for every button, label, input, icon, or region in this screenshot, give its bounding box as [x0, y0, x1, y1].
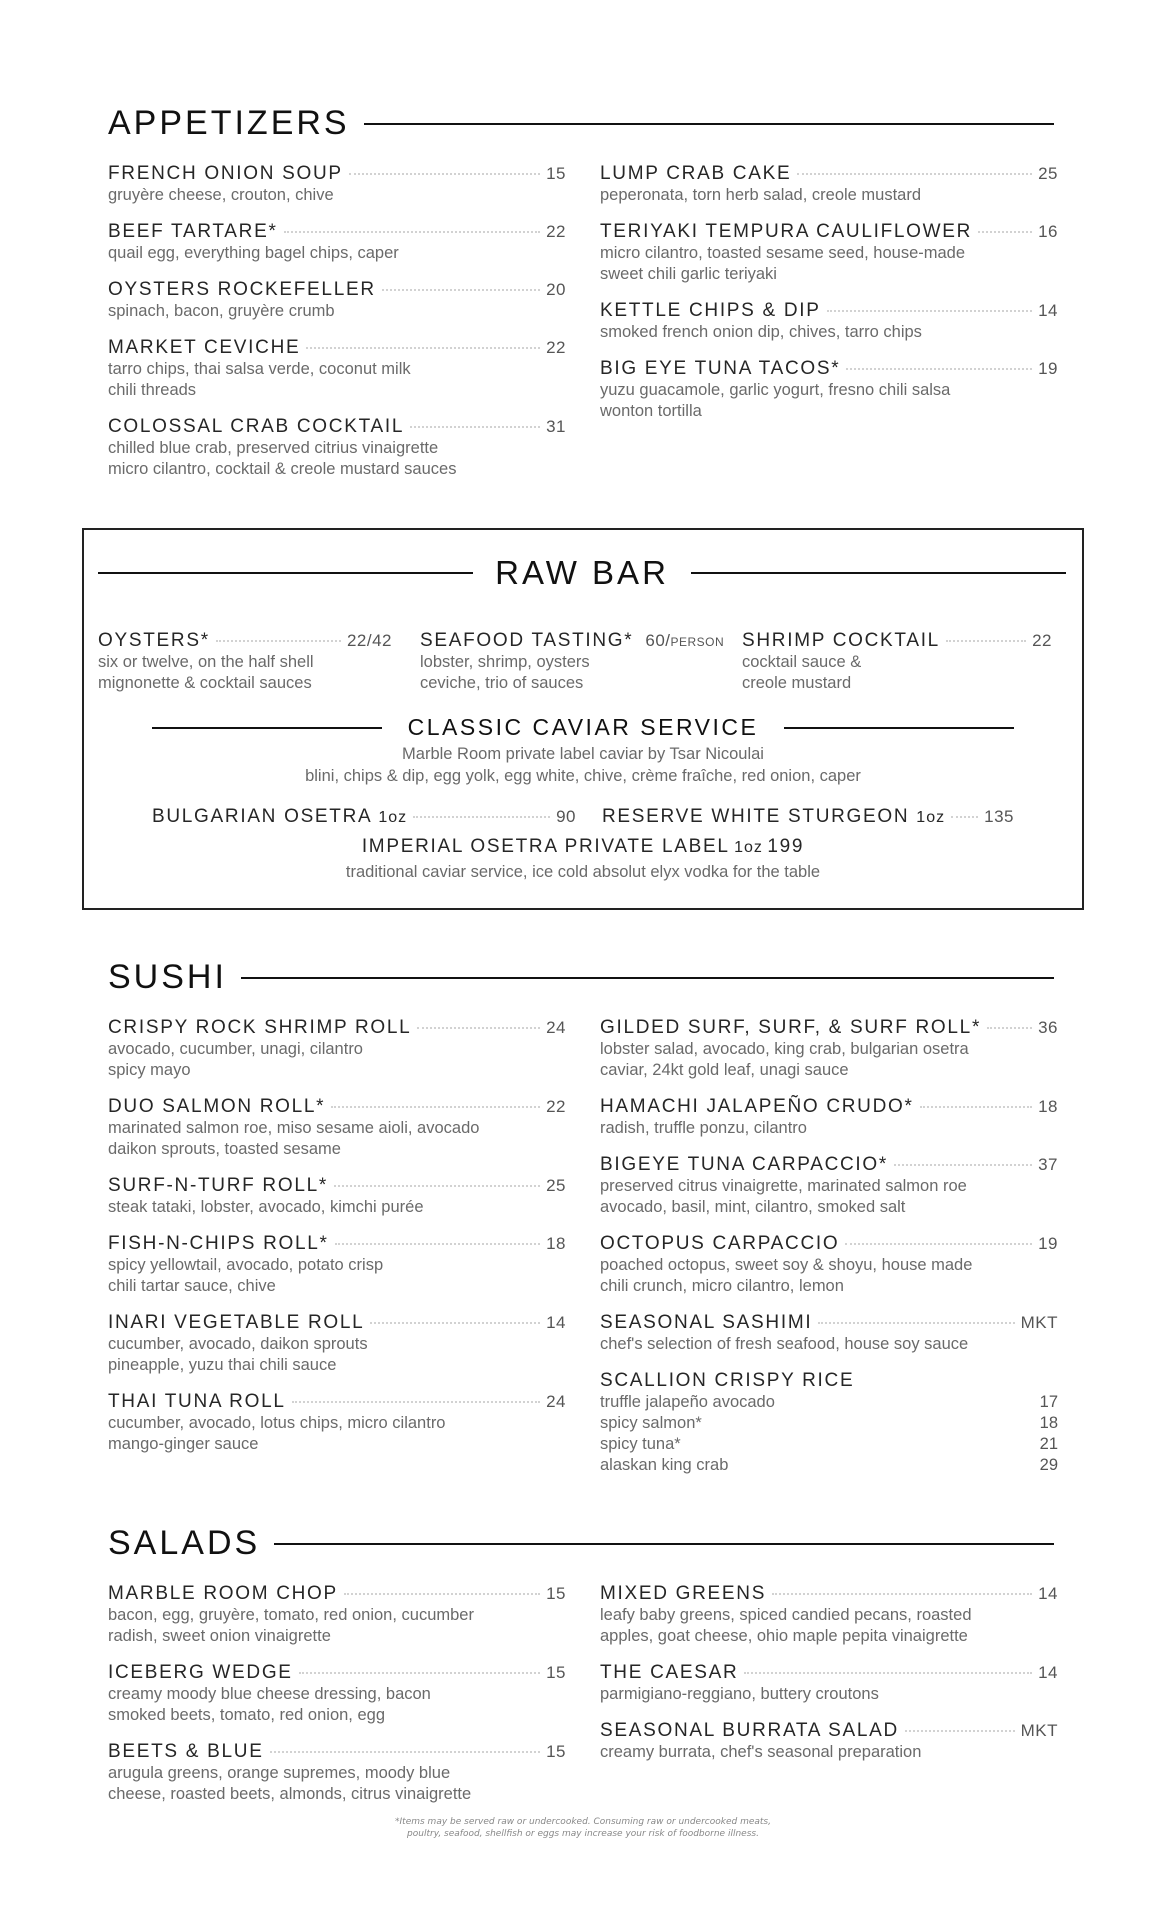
item-description: peperonata, torn herb salad, creole mustard — [600, 186, 922, 204]
dot-leader — [216, 640, 341, 642]
item-price: MKT — [1020, 1313, 1058, 1332]
item-price: 37 — [1038, 1155, 1058, 1174]
item-price: 22 — [546, 1097, 566, 1116]
item-header — [108, 279, 566, 301]
raw-bar-header — [98, 554, 1066, 592]
divider — [274, 1543, 1054, 1545]
item-header — [600, 1096, 1058, 1118]
dot-leader — [370, 1322, 540, 1324]
item-description: spicy yellowtail, avocado, potato crisp — [108, 1256, 384, 1274]
item-price: 16 — [1038, 222, 1058, 241]
menu-item — [108, 1096, 566, 1160]
item-header — [108, 1391, 566, 1413]
item-description: tarro chips, thai salsa verde, coconut milk — [108, 360, 411, 378]
dot-leader — [920, 1106, 1032, 1108]
raw-bar-item — [98, 630, 392, 694]
dot-leader — [845, 1243, 1032, 1245]
item-name: SHRIMP COCKTAIL — [742, 630, 940, 651]
menu-item — [600, 1096, 1058, 1139]
dot-leader — [818, 1322, 1014, 1324]
caviar-option — [602, 806, 1014, 828]
dot-leader — [978, 231, 1032, 233]
item-description: six or twelve, on the half shell — [98, 653, 314, 671]
item-description: chef's selection of fresh seafood, house soy sauce — [600, 1335, 969, 1353]
caviar-size: 1oz — [378, 809, 408, 826]
item-name: FRENCH ONION SOUP — [108, 163, 343, 184]
item-price: 18 — [1038, 1097, 1058, 1116]
item-name: INARI VEGETABLE ROLL — [108, 1312, 365, 1333]
dot-leader — [334, 1185, 540, 1187]
dot-leader — [299, 1672, 540, 1674]
dot-leader — [331, 1106, 540, 1108]
item-description: avocado, cucumber, unagi, cilantro — [108, 1040, 363, 1058]
item-description: arugula greens, orange supremes, moody blue — [108, 1764, 451, 1782]
menu-item — [108, 1233, 566, 1297]
item-price: 20 — [546, 280, 566, 299]
item-description: wonton tortilla — [600, 402, 702, 420]
item-description: lobster salad, avocado, king crab, bulgarian osetra — [600, 1040, 969, 1058]
dot-leader — [744, 1672, 1032, 1674]
item-description: mango-ginger sauce — [108, 1435, 259, 1453]
divider — [784, 727, 1014, 729]
item-description: creamy moody blue cheese dressing, bacon — [108, 1685, 431, 1703]
item-description: lobster, shrimp, oysters — [420, 653, 590, 671]
dot-leader — [846, 368, 1032, 370]
item-description: marinated salmon roe, miso sesame aioli, avocado — [108, 1119, 480, 1137]
item-description: poached octopus, sweet soy & shoyu, house made — [600, 1256, 973, 1274]
menu-item — [108, 163, 566, 206]
salads-header — [108, 1524, 1054, 1563]
item-description: spinach, bacon, gruyère crumb — [108, 302, 335, 320]
item-price: 14 — [1038, 1663, 1058, 1682]
menu-item — [600, 1017, 1058, 1081]
menu-item — [600, 1662, 1058, 1705]
item-description: apples, goat cheese, ohio maple pepita vinaigrette — [600, 1627, 968, 1645]
option-label: spicy salmon* — [600, 1414, 702, 1432]
caviar-size: 1oz — [916, 809, 946, 826]
item-description: sweet chili garlic teriyaki — [600, 265, 777, 283]
item-name: SEASONAL SASHIMI — [600, 1312, 813, 1333]
item-price: 24 — [546, 1018, 566, 1037]
option-label: truffle jalapeño avocado — [600, 1393, 775, 1411]
item-name: BIG EYE TUNA TACOS* — [600, 358, 841, 379]
item-name: LUMP CRAB CAKE — [600, 163, 792, 184]
option-label: spicy tuna* — [600, 1435, 681, 1453]
item-description: ceviche, trio of sauces — [420, 674, 584, 692]
section-title: SUSHI — [108, 958, 227, 996]
item-name — [602, 806, 945, 828]
imperial-osetra — [84, 836, 1082, 858]
sushi-right-column — [600, 1017, 1058, 1491]
item-name: OYSTERS* — [98, 630, 210, 651]
item-name: MARBLE ROOM CHOP — [108, 1583, 338, 1604]
menu-item — [108, 337, 566, 401]
dot-leader — [987, 1027, 1032, 1029]
menu-item — [108, 221, 566, 264]
item-name: SEAFOOD TASTING* — [420, 630, 634, 651]
item-description: cucumber, avocado, lotus chips, micro cilantro — [108, 1414, 446, 1432]
item-name: BIGEYE TUNA CARPACCIO* — [600, 1154, 888, 1175]
item-name: THAI TUNA ROLL — [108, 1391, 286, 1412]
option-price: 17 — [1039, 1393, 1058, 1411]
item-header — [108, 337, 566, 359]
item-price: 15 — [546, 1742, 566, 1761]
footnote-line: poultry, seafood, shellfish or eggs may increase your risk of foodborne illness. — [407, 1829, 759, 1839]
caviar-header — [152, 714, 1014, 741]
item-description: smoked french onion dip, chives, tarro chips — [600, 323, 922, 341]
caviar-size: 1oz — [734, 839, 763, 856]
item-name: KETTLE CHIPS & DIP — [600, 300, 821, 321]
item-description: chili crunch, micro cilantro, lemon — [600, 1277, 844, 1295]
item-name: SURF-N-TURF ROLL* — [108, 1175, 328, 1196]
item-description: pineapple, yuzu thai chili sauce — [108, 1356, 337, 1374]
option-label: alaskan king crab — [600, 1456, 729, 1474]
item-name — [152, 806, 407, 828]
rice-option — [600, 1455, 1058, 1476]
item-header — [600, 163, 1058, 185]
item-description: mignonette & cocktail sauces — [98, 674, 312, 692]
item-header — [600, 221, 1058, 243]
dot-leader — [905, 1730, 1015, 1732]
item-name: SEASONAL BURRATA SALAD — [600, 1720, 899, 1741]
item-description: spicy mayo — [108, 1061, 191, 1079]
menu-item — [108, 1741, 566, 1805]
dot-leader — [382, 289, 540, 291]
item-price: 15 — [546, 1584, 566, 1603]
item-name: MARKET CEVICHE — [108, 337, 301, 358]
dot-leader — [946, 640, 1026, 642]
item-header — [108, 416, 566, 438]
item-name: FISH-N-CHIPS ROLL* — [108, 1233, 329, 1254]
item-price: 22 — [546, 338, 566, 357]
item-name: BEETS & BLUE — [108, 1741, 264, 1762]
item-description: creole mustard — [742, 674, 852, 692]
menu-item — [600, 1370, 1058, 1476]
item-name: CRISPY ROCK SHRIMP ROLL — [108, 1017, 412, 1038]
item-price: 31 — [546, 417, 566, 436]
rice-option — [600, 1413, 1058, 1434]
divider — [152, 727, 382, 729]
item-price: 14 — [1038, 301, 1058, 320]
sushi-left-column — [108, 1017, 566, 1470]
section-title: SALADS — [108, 1524, 261, 1562]
caviar-line-1: Marble Room private label caviar by Tsar Nicoulai — [402, 745, 764, 763]
item-header — [600, 1662, 1058, 1684]
menu-item — [108, 1583, 566, 1647]
item-header — [600, 1720, 1058, 1742]
footnote-line: *Items may be served raw or undercooked. Consuming raw or undercooked meats, — [395, 1817, 771, 1827]
appetizers-right-column — [600, 163, 1058, 437]
item-description: gruyère cheese, crouton, chive — [108, 186, 334, 204]
divider — [241, 977, 1054, 979]
menu-item — [600, 1154, 1058, 1218]
menu-item — [600, 163, 1058, 206]
item-price: 15 — [546, 1663, 566, 1682]
dot-leader — [951, 816, 978, 818]
item-header — [600, 1233, 1058, 1255]
item-price: 25 — [1038, 164, 1058, 183]
item-header — [600, 300, 1058, 322]
item-header — [108, 1175, 566, 1197]
item-name: DUO SALMON ROLL* — [108, 1096, 326, 1117]
rice-option — [600, 1392, 1058, 1413]
price-value: 60/ — [645, 631, 671, 650]
item-header — [600, 1312, 1058, 1334]
item-description: radish, sweet onion vinaigrette — [108, 1627, 331, 1645]
dot-leader — [772, 1593, 1032, 1595]
item-header — [108, 221, 566, 243]
item-description: micro cilantro, toasted sesame seed, house-made — [600, 244, 966, 262]
caviar-note: traditional caviar service, ice cold absolut elyx vodka for the table — [345, 863, 821, 881]
dot-leader — [413, 816, 550, 818]
item-name: COLOSSAL CRAB COCKTAIL — [108, 416, 405, 437]
dot-leader — [270, 1751, 541, 1753]
item-header — [108, 1583, 566, 1605]
dot-leader — [349, 173, 540, 175]
menu-item — [108, 416, 566, 480]
item-price: 22/42 — [346, 631, 392, 650]
raw-bar-box — [82, 528, 1084, 910]
item-header — [108, 1017, 566, 1039]
item-description: creamy burrata, chef's seasonal preparation — [600, 1743, 922, 1761]
item-price: 135 — [984, 807, 1014, 826]
dot-leader — [284, 231, 541, 233]
item-name: TERIYAKI TEMPURA CAULIFLOWER — [600, 221, 973, 242]
item-description: steak tataki, lobster, avocado, kimchi purée — [108, 1198, 424, 1216]
item-description: parmigiano-reggiano, buttery croutons — [600, 1685, 879, 1703]
option-price: 21 — [1039, 1435, 1058, 1453]
dot-leader — [292, 1401, 540, 1403]
item-description: radish, truffle ponzu, cilantro — [600, 1119, 807, 1137]
appetizers-left-column — [108, 163, 566, 495]
menu-item — [108, 1017, 566, 1081]
item-header — [600, 1370, 1058, 1392]
item-name: SCALLION CRISPY RICE — [600, 1370, 855, 1391]
menu-item — [600, 358, 1058, 422]
dot-leader — [894, 1164, 1032, 1166]
dot-leader — [410, 426, 540, 428]
caviar-name: BULGARIAN OSETRA — [152, 806, 372, 827]
dot-leader — [335, 1243, 540, 1245]
section-title: RAW BAR — [495, 554, 669, 591]
item-header — [108, 1741, 566, 1763]
item-price: 199 — [767, 836, 805, 857]
section-title: APPETIZERS — [108, 104, 350, 142]
item-price: 36 — [1038, 1018, 1058, 1037]
divider — [364, 123, 1054, 125]
item-description: micro cilantro, cocktail & creole mustard sauces — [108, 460, 457, 478]
menu-item — [108, 1662, 566, 1726]
caviar-line-2: blini, chips & dip, egg yolk, egg white, chive, crème fraîche, red onion, caper — [305, 767, 861, 785]
menu-item — [600, 1233, 1058, 1297]
divider — [98, 572, 473, 574]
item-description: bacon, egg, gruyère, tomato, red onion, cucumber — [108, 1606, 474, 1624]
menu-item — [108, 279, 566, 322]
item-name: MIXED GREENS — [600, 1583, 767, 1604]
menu-item — [108, 1391, 566, 1455]
item-name: GILDED SURF, SURF, & SURF ROLL* — [600, 1017, 982, 1038]
menu-item — [600, 1312, 1058, 1355]
item-header — [108, 163, 566, 185]
item-price: 22 — [546, 222, 566, 241]
item-header — [600, 1017, 1058, 1039]
item-name: BEEF TARTARE* — [108, 221, 278, 242]
item-price — [645, 631, 724, 651]
item-description: preserved citrus vinaigrette, marinated salmon roe — [600, 1177, 967, 1195]
item-description: chili tartar sauce, chive — [108, 1277, 276, 1295]
item-price: 24 — [546, 1392, 566, 1411]
item-header — [600, 358, 1058, 380]
caviar-option — [152, 806, 576, 828]
item-name: HAMACHI JALAPEÑO CRUDO* — [600, 1096, 914, 1117]
divider — [691, 572, 1066, 574]
item-description: cucumber, avocado, daikon sprouts — [108, 1335, 368, 1353]
item-price: 15 — [546, 164, 566, 183]
item-description: avocado, basil, mint, cilantro, smoked salt — [600, 1198, 906, 1216]
item-name: OCTOPUS CARPACCIO — [600, 1233, 840, 1254]
item-description: caviar, 24kt gold leaf, unagi sauce — [600, 1061, 849, 1079]
sushi-header — [108, 958, 1054, 997]
item-header — [600, 1154, 1058, 1176]
item-name: OYSTERS ROCKEFELLER — [108, 279, 376, 300]
item-description: chili threads — [108, 381, 197, 399]
raw-bar-item — [420, 630, 724, 694]
rice-option — [600, 1434, 1058, 1455]
salads-left-column — [108, 1583, 566, 1820]
option-price: 29 — [1039, 1456, 1058, 1474]
dot-leader — [306, 347, 540, 349]
item-name: IMPERIAL OSETRA PRIVATE LABEL — [361, 836, 730, 857]
dot-leader — [827, 310, 1032, 312]
item-description: yuzu guacamole, garlic yogurt, fresno chili salsa — [600, 381, 951, 399]
caviar-name: RESERVE WHITE STURGEON — [602, 806, 910, 827]
item-header — [108, 1312, 566, 1334]
menu-item — [108, 1175, 566, 1218]
item-price: 18 — [546, 1234, 566, 1253]
item-price: 14 — [546, 1313, 566, 1332]
price-unit: PERSON — [670, 635, 725, 649]
item-price: 19 — [1038, 1234, 1058, 1253]
item-description: chilled blue crab, preserved citrius vinaigrette — [108, 439, 439, 457]
item-price: 22 — [1032, 631, 1052, 650]
appetizers-header — [108, 104, 1054, 143]
raw-bar-item — [742, 630, 1052, 694]
item-description: smoked beets, tomato, red onion, egg — [108, 1706, 386, 1724]
item-description: cocktail sauce & — [742, 653, 862, 671]
item-header — [108, 1096, 566, 1118]
item-price: 25 — [546, 1176, 566, 1195]
menu-item — [600, 1583, 1058, 1647]
item-header — [108, 1662, 566, 1684]
item-header — [108, 1233, 566, 1255]
item-price: 14 — [1038, 1584, 1058, 1603]
menu-item — [600, 1720, 1058, 1763]
item-price: 19 — [1038, 359, 1058, 378]
item-price: MKT — [1020, 1721, 1058, 1740]
item-description: daikon sprouts, toasted sesame — [108, 1140, 341, 1158]
menu-item — [600, 300, 1058, 343]
allergen-footnote — [0, 1816, 1166, 1840]
item-description: quail egg, everything bagel chips, caper — [108, 244, 399, 262]
salads-right-column — [600, 1583, 1058, 1778]
caviar-title: CLASSIC CAVIAR SERVICE — [407, 714, 759, 740]
dot-leader — [417, 1027, 540, 1029]
item-description: leafy baby greens, spiced candied pecans, roasted — [600, 1606, 972, 1624]
option-price: 18 — [1039, 1414, 1058, 1432]
menu-item — [108, 1312, 566, 1376]
dot-leader — [344, 1593, 540, 1595]
item-name: THE CAESAR — [600, 1662, 739, 1683]
item-price: 90 — [556, 807, 576, 826]
item-name: ICEBERG WEDGE — [108, 1662, 293, 1683]
item-description: cheese, roasted beets, almonds, citrus vinaigrette — [108, 1785, 472, 1803]
dot-leader — [797, 173, 1032, 175]
item-header — [600, 1583, 1058, 1605]
menu-item — [600, 221, 1058, 285]
